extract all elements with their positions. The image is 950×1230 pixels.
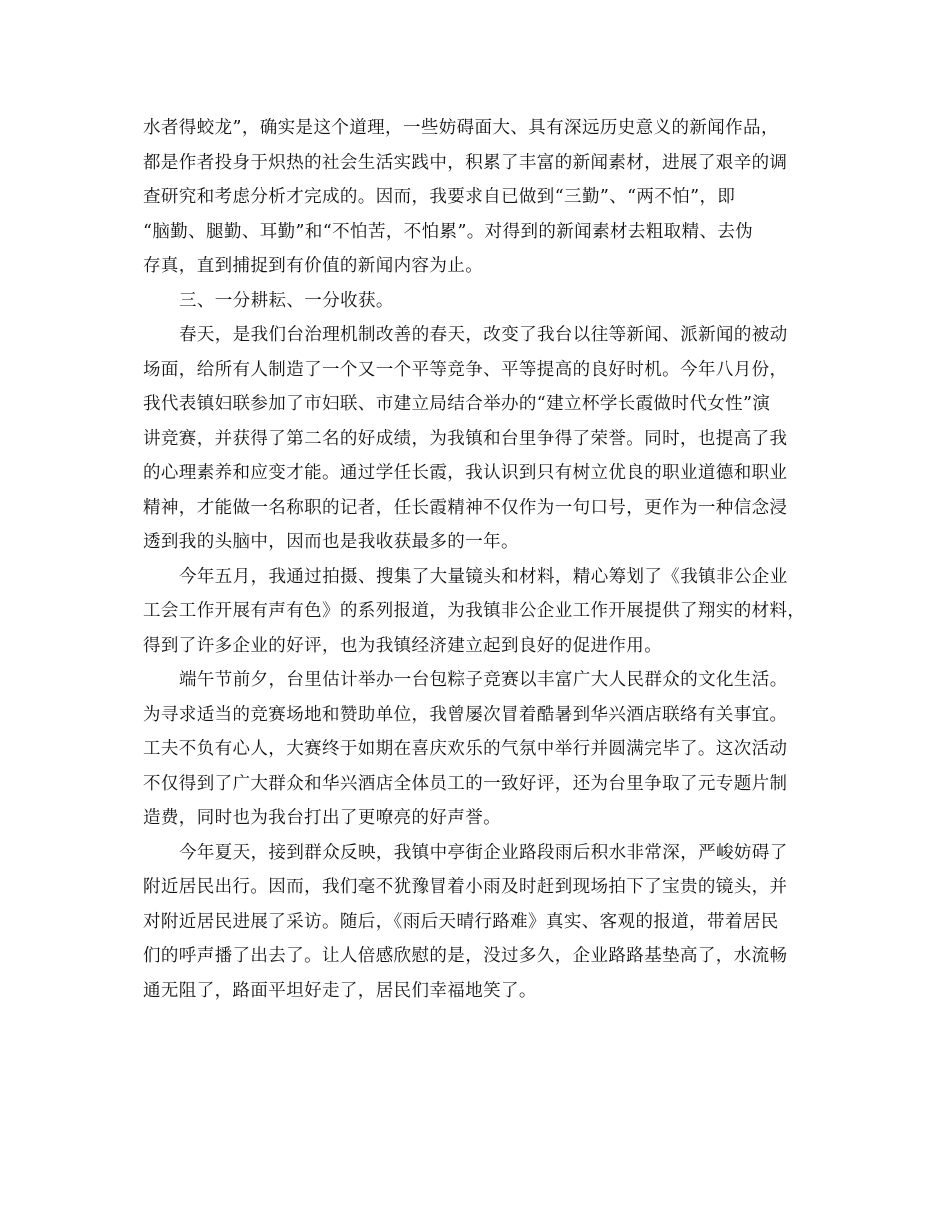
paragraph-first-line: 三、一分耕耘、一分收获。 bbox=[179, 290, 394, 311]
text-line: 们的呼声播了出去了。让人倍感欣慰的是，没过多久，企业路路基垫高了，水流畅 bbox=[143, 946, 788, 966]
text-line: 得到了许多企业的好评，也为我镇经济建立起到良好的促进作用。 bbox=[143, 635, 663, 656]
text-line: 附近居民出行。因而，我们毫不犹豫冒着小雨及时赶到现场拍下了宝贵的镜头，并 bbox=[143, 877, 788, 897]
text-line: 工夫不负有心人，大赛终于如期在喜庆欢乐的气氛中举行并圆满完毕了。这次活动 bbox=[143, 739, 788, 759]
text-line: 场面，给所有人制造了一个又一个平等竞争、平等提高的良好时机。今年八月份， bbox=[143, 359, 788, 380]
text-line: 精神，才能做一名称职的记者，任长霞精神不仅作为一句口号，更作为一种信念浸 bbox=[143, 497, 788, 518]
text-line: 通无阻了，路面平坦好走了，居民们幸福地笑了。 bbox=[143, 980, 537, 1001]
text-line: 查研究和考虑分析才完成的。因而，我要求自已做到“三勤”、“两不怕”，即 bbox=[143, 187, 736, 207]
text-line: 工会工作开展有声有色》的系列报道，为我镇非公企业工作开展提供了翔实的材料， bbox=[143, 601, 806, 621]
text-line: 不仅得到了广大群众和华兴酒店全体员工的一致好评，还为台里争取了元专题片制 bbox=[143, 773, 788, 794]
paragraph-first-line: 今年五月，我通过拍摄、搜集了大量镜头和材料，精心筹划了《我镇非公企业 bbox=[179, 566, 788, 587]
text-line: 为寻求适当的竞赛场地和赞助单位，我曾屡次冒着酷暑到华兴酒店联络有关事宜。 bbox=[143, 704, 788, 725]
text-line: 水者得蛟龙”，确实是这个道理，一些妨碍面大、具有深远历史意义的新闻作品， bbox=[143, 118, 779, 138]
text-line: “脑勤、腿勤、耳勤”和“不怕苦，不怕累”。对得到的新闻素材去粗取精、去伪 bbox=[143, 221, 754, 242]
text-line: 存真，直到捕捉到有价值的新闻内容为止。 bbox=[143, 256, 484, 276]
paragraph-first-line: 春天，是我们台治理机制改善的春天，改变了我台以往等新闻、派新闻的被动 bbox=[179, 325, 788, 345]
text-line: 讲竞赛，并获得了第二名的好成绩，为我镇和台里争得了荣誉。同时，也提高了我 bbox=[143, 428, 788, 449]
paragraph-first-line: 今年夏天，接到群众反映，我镇中亭街企业路段雨后积水非常深，严峻妨碍了 bbox=[179, 842, 788, 863]
text-line: 我代表镇妇联参加了市妇联、市建立局结合举办的“建立杯学长霞做时代女性”演 bbox=[143, 394, 771, 414]
text-line: 对附近居民进展了采访。随后，《雨后天晴行路难》真实、客观的报道，带着居民 bbox=[143, 911, 779, 932]
text-line: 透到我的头脑中，因而也是我收获最多的一年。 bbox=[143, 532, 519, 552]
text-line: 造费，同时也为我台打出了更嘹亮的好声誉。 bbox=[143, 808, 501, 828]
text-line: 的心理素养和应变才能。通过学任长霞，我认识到只有树立优良的职业道德和职业 bbox=[143, 463, 788, 483]
paragraph-first-line: 端午节前夕，台里估计举办一台包粽子竞赛以丰富广大人民群众的文化生活。 bbox=[179, 670, 788, 690]
text-line: 都是作者投身于炽热的社会生活实践中，积累了丰富的新闻素材，进展了艰辛的调 bbox=[143, 152, 788, 173]
body-text bbox=[143, 111, 815, 1008]
